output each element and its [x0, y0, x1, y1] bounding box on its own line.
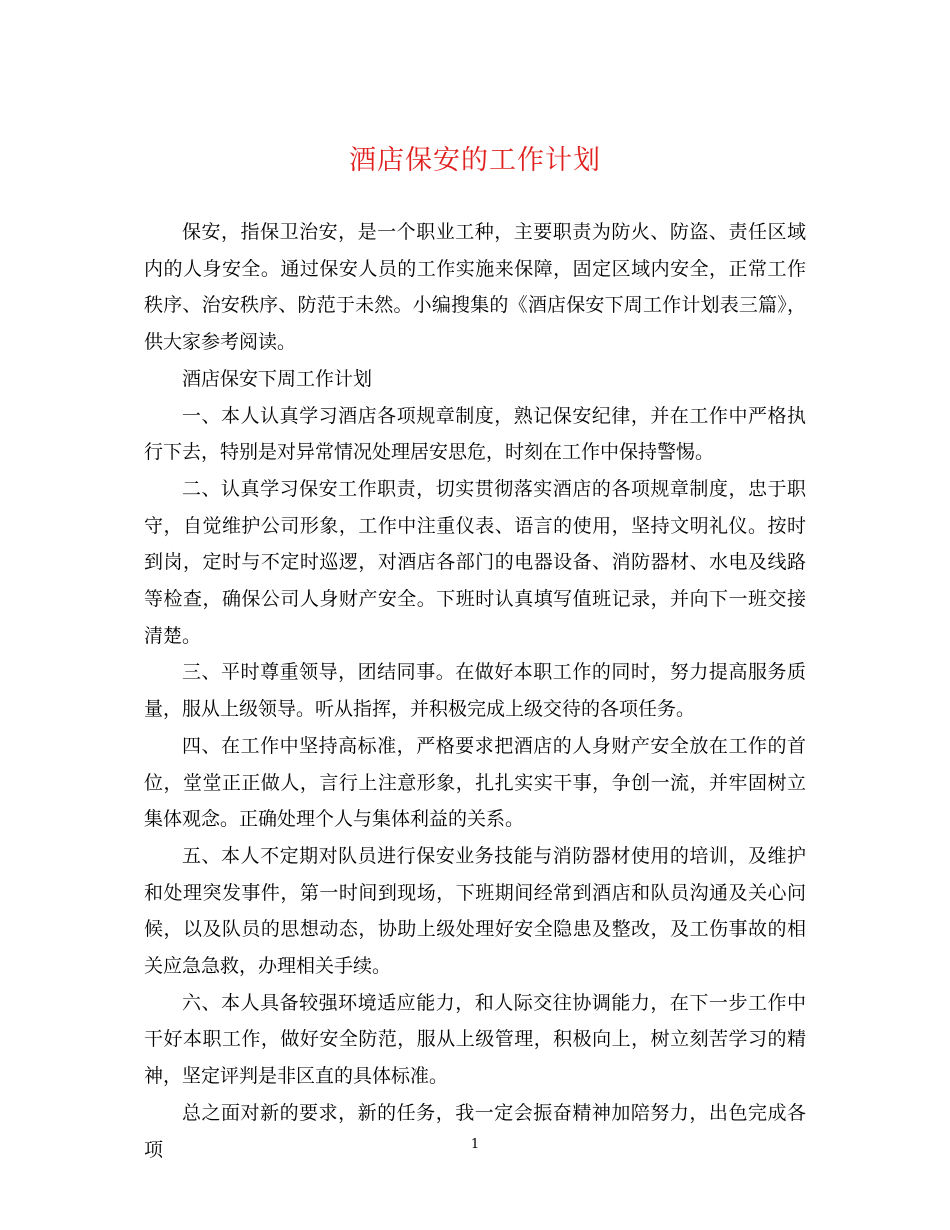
paragraph-item-1: 一、本人认真学习酒店各项规章制度，熟记保安纪律，并在工作中严格执行下去，特别是对异常情况处理居安思危，时刻在工作中保持警惕。 — [144, 404, 806, 464]
paragraph-item-5: 五、本人不定期对队员进行保安业务技能与消防器材使用的培训，及维护和处理突发事件，第一时间到现场，下班期间经常到酒店和队员沟通及关心问候，以及队员的思想动态，协助上级处理好安全隐患及整改，及工伤事故的相关应急急救，办理相关手续。 — [144, 844, 806, 978]
document-title: 酒店保安的工作计划 — [349, 145, 601, 176]
paragraph-item-6: 六、本人具备较强环境适应能力，和人际交往协调能力，在下一步工作中干好本职工作，做好安全防范，服从上级管理，积极向上，树立刻苦学习的精神，坚定评判是非区直的具体标准。 — [144, 991, 806, 1088]
paragraph-intro: 保安，指保卫治安，是一个职业工种，主要职责为防火、防盗、责任区域内的人身安全。通过保安人员的工作实施来保障，固定区域内安全，正常工作秩序、治安秩序、防范于未然。小编搜集的《酒店保安下周工作计划表三篇》，供大家参考阅读。 — [144, 221, 806, 354]
paragraph-conclusion: 总之面对新的要求，新的任务，我一定会振奋精神加陪努力，出色完成各项 — [144, 1101, 806, 1161]
document-body — [144, 214, 806, 1168]
paragraph-subheading: 酒店保安下周工作计划 — [182, 367, 373, 390]
paragraph-item-2: 二、认真学习保安工作职责，切实贯彻落实酒店的各项规章制度，忠于职守，自觉维护公司形象，工作中注重仪表、语言的使用，坚持文明礼仪。按时到岗，定时与不定时巡逻，对酒店各部门的电器设备、消防器材、水电及线路等检查，确保公司人身财产安全。下班时认真填写值班记录，并向下一班交接清楚。 — [144, 477, 806, 647]
paragraph-item-4: 四、在工作中坚持高标准，严格要求把酒店的人身财产安全放在工作的首位，堂堂正正做人，言行上注意形象，扎扎实实干事，争创一流，并牢固树立集体观念。正确处理个人与集体利益的关系。 — [144, 734, 806, 831]
paragraph-item-3: 三、平时尊重领导，团结同事。在做好本职工作的同时，努力提高服务质量，服从上级领导。听从指挥，并积极完成上级交待的各项任务。 — [144, 661, 806, 721]
page-number: 1 — [470, 1137, 480, 1152]
